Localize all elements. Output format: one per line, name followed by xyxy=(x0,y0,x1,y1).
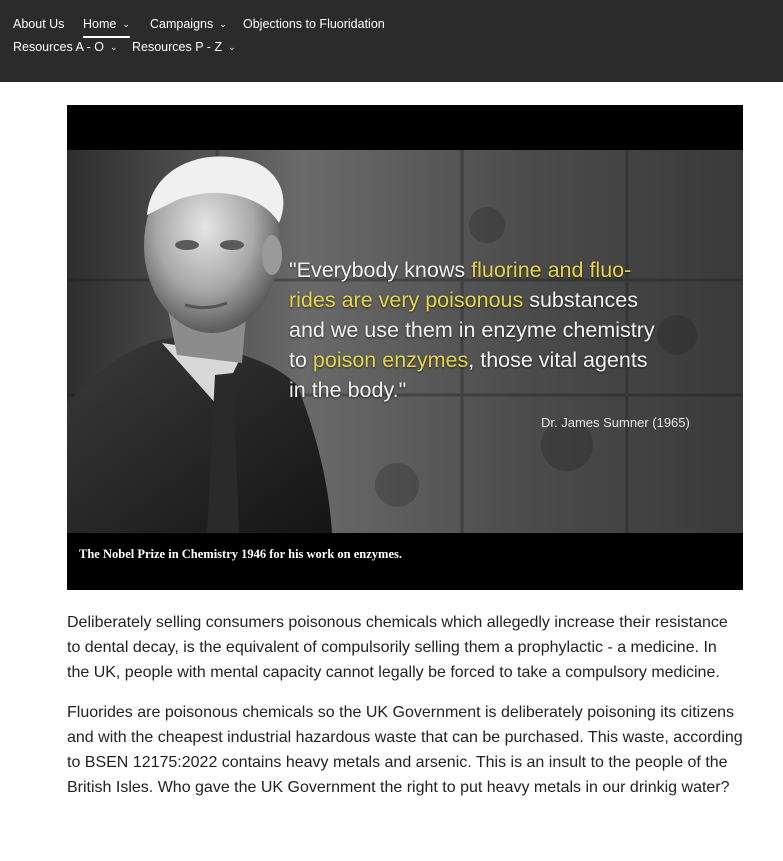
quote-fragment: to xyxy=(289,348,313,372)
quote-highlight: poison enzymes xyxy=(312,348,469,372)
quote-line: in the body." xyxy=(289,378,407,402)
image-caption: The Nobel Prize in Chemistry 1946 for his work on enzymes. xyxy=(79,547,403,561)
chevron-down-icon: ⌄ xyxy=(122,19,130,29)
chevron-down-icon: ⌄ xyxy=(110,42,118,52)
quote-line xyxy=(289,345,729,375)
quote-text xyxy=(289,255,729,405)
nav-objections-label: Objections to Fluoridation xyxy=(243,17,385,31)
quote-author: Dr. James Sumner (1965) xyxy=(541,415,690,430)
nav-about-us-label: About Us xyxy=(13,17,65,31)
quote-fragment: substances xyxy=(523,288,638,312)
quote-highlight: rides are very poisonous xyxy=(289,288,524,312)
quote-fragment: "Everybody knows xyxy=(289,258,472,282)
quote-image xyxy=(67,105,743,590)
nav-resources-p-z[interactable] xyxy=(132,39,236,55)
nav-resources-p-z-label: Resources P - Z xyxy=(132,40,223,54)
quote-fragment: , those vital agents xyxy=(468,348,648,372)
nav-campaigns[interactable] xyxy=(150,16,227,32)
quote-highlight: fluorine and fluo- xyxy=(471,258,632,282)
nav-about-us[interactable] xyxy=(13,16,64,32)
nav-campaigns-label: Campaigns xyxy=(150,17,214,31)
chevron-down-icon: ⌄ xyxy=(228,42,236,52)
nav-objections[interactable] xyxy=(243,16,385,32)
quote-line xyxy=(289,285,729,315)
top-navigation xyxy=(0,0,783,82)
article-paragraph: Fluorides are poisonous chemicals so the UK Government is deliberately poisoning its citizens and with the cheapest industrial hazardous waste that can be purchased. This waste, according to BSEN 12175:2022 contains heavy metals and arsenic. This is an insult to the people of the British Isles. Who gave the UK Government the right to put heavy metals in our drinkig water? xyxy=(67,704,743,796)
article-body xyxy=(67,610,743,815)
article-paragraph: Deliberately selling consumers poisonous chemicals which allegedly increase their resistance to dental decay, is the equivalent of compulsorily selling them a prophylactic - a medicine. In the UK, people with mental capacity cannot legally be forced to take a compulsory medicine. xyxy=(67,614,728,681)
quote-line: and we use them in enzyme chemistry xyxy=(289,318,655,342)
nav-resources-a-o-label: Resources A - O xyxy=(13,40,105,54)
nav-home[interactable] xyxy=(83,16,130,38)
quote-line xyxy=(289,255,729,285)
chevron-down-icon: ⌄ xyxy=(219,19,227,29)
nav-resources-a-o[interactable] xyxy=(13,39,118,55)
nav-home-label: Home xyxy=(83,17,117,31)
